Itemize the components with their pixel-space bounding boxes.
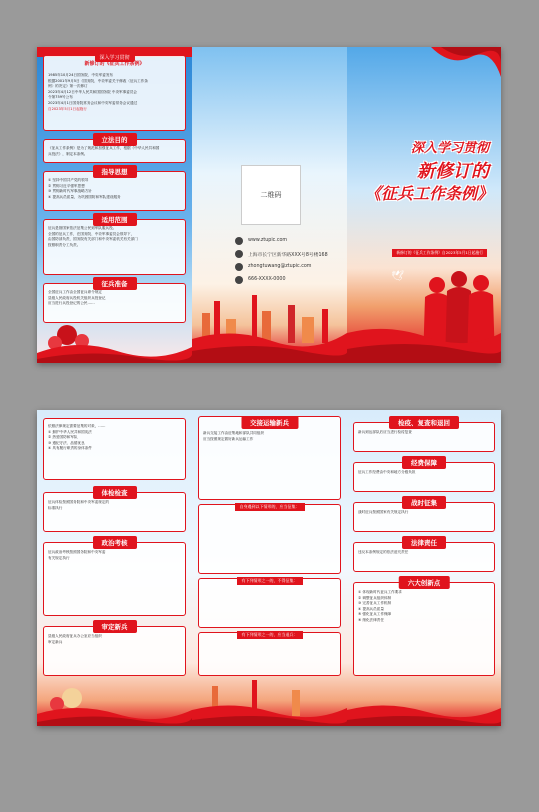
section-line: 有关规定执行 — [48, 555, 70, 560]
section-title: 征兵准备 — [93, 277, 137, 290]
back-right-panel — [347, 410, 501, 726]
conditions-box — [43, 418, 186, 480]
subtitle-badge: 有下列情形之一的，不得征集： — [237, 577, 303, 585]
intro-box — [43, 55, 186, 131]
section-liability — [353, 536, 495, 572]
section-line: 标准执行 — [48, 505, 63, 510]
section-title: 六大创新点 — [399, 576, 450, 589]
section-line: ⑤ 强化征兵工作保障 — [358, 612, 392, 617]
section-line: ④ 提高兵员质量，为巩固国防和军队建设服务 — [48, 194, 121, 199]
section-approve — [43, 620, 186, 676]
section-line: 征兵体检按照国务院和中央军委规定的 — [48, 500, 110, 504]
city-skyline-decoration — [192, 676, 347, 726]
section-line: ③ 贯彻新时代军事战略方针 — [48, 189, 92, 194]
section-title: 经费保障 — [402, 456, 446, 469]
contact-website: www.ztupic.com — [248, 238, 288, 243]
globe-icon — [235, 237, 243, 245]
section-title: 指导思想 — [93, 165, 137, 178]
back-left-panel — [37, 410, 192, 726]
section-title: 检疫、复查和退回 — [389, 416, 459, 429]
front-left-panel — [37, 47, 192, 363]
section-title: 交接运输新兵 — [241, 416, 298, 429]
section-funding — [353, 456, 495, 492]
location-icon — [235, 250, 243, 258]
brochure-front — [37, 47, 501, 363]
flower-wave-decoration — [37, 676, 192, 726]
transport-line: 应当按照规定做好新兵运输工作 — [203, 436, 254, 441]
contact-phone: 666-XXXX-0000 — [248, 277, 286, 282]
intro-line: 2023年4月12日中华人民共和国国务院 中央军事委员会 — [48, 89, 138, 94]
section-purpose — [43, 133, 186, 163]
title-line-3: 《征兵工作条例》 — [364, 184, 493, 203]
section-line: ② 贯彻习近平强军思想 — [48, 183, 85, 188]
conditions-list-3 — [198, 632, 341, 676]
city-skyline-decoration — [192, 283, 347, 363]
intro-line: 自2023年5月1日起施行 — [48, 106, 87, 111]
front-middle-panel — [192, 47, 347, 363]
section-box — [43, 542, 186, 616]
intro-line: 1985年10月24日国务院、中央军委发布 — [48, 73, 114, 77]
section-line: ① 坚持中国共产党的领导 — [48, 178, 89, 182]
section-wartime — [353, 496, 495, 532]
front-right-panel — [347, 47, 501, 363]
section-box — [353, 582, 495, 676]
section-line: 由国防部负责，国务院有关部门和中央军委机关有关部门 — [48, 237, 138, 242]
section-title: 适用范围 — [93, 213, 137, 226]
red-flag-decoration — [411, 47, 501, 87]
intro-line: 令第759号公布 — [48, 95, 73, 100]
section-line: 征兵政治考核按照国务院和中央军委 — [48, 550, 106, 554]
contact-email: zhongtuwang@ztupic.com — [248, 264, 312, 269]
section-line: ① 体现新时代征兵工作要求 — [358, 590, 402, 594]
section-line: ⑥ 细化法律责任 — [358, 617, 384, 622]
transport-line: 新兵交接工作由征集地和部队共同组织 — [203, 431, 265, 435]
title-line-2: 新修订的 — [417, 161, 489, 182]
section-title: 立法目的 — [93, 133, 137, 146]
section-box — [43, 219, 186, 275]
section-scope — [43, 213, 186, 275]
email-icon — [235, 263, 243, 271]
section-innovations — [353, 576, 495, 676]
section-line: 征兵是指国家依法征集公民到军队服兵役。 — [48, 226, 117, 230]
section-line: 征兵工作经费由中央和地方分级负担 — [358, 470, 416, 474]
section-political — [43, 536, 186, 616]
flower-wave-decoration — [37, 313, 192, 363]
intro-line: 2023年4月1日国务院常务会议和中央军委常务会议通过 — [48, 100, 138, 105]
section-title: 体检检查 — [93, 486, 137, 499]
section-line: 县级人民政府征兵办公室应当组织 — [48, 634, 102, 638]
conditions-line: ① 拥护中华人民共和国宪法 — [48, 429, 92, 434]
qr-code-placeholder: 二维码 — [241, 165, 301, 225]
back-middle-panel — [192, 410, 347, 726]
section-line: 战时征兵按照国家有关规定执行 — [358, 510, 409, 514]
subtitle-badge: 自身遇到以下情形的，应当征集： — [235, 503, 305, 511]
section-line: 新兵到达部队后应当进行检疫复查 — [358, 430, 412, 434]
contact-address: 上海市长宁区新华路XXX号8号楼168 — [248, 253, 328, 258]
transport-box — [198, 416, 341, 500]
section-line: 县级人民政府兵役机关组织兵役登记 — [48, 295, 106, 300]
conditions-line: ④ 具有履行职责的身体条件 — [48, 446, 92, 451]
intro-line: 根据2001年9月5日《国务院、中央军委关于修改〈征兵工作条 — [48, 78, 148, 83]
section-line: 兵役法》，制定本条例。 — [48, 151, 88, 156]
conditions-line: ② 热爱国防和军队 — [48, 435, 78, 440]
section-line: 应当进行兵役登记的公民…… — [48, 301, 95, 306]
slogan-banner: 新修订的《征兵工作条例》自2023年5月1日起施行 — [392, 249, 487, 257]
header-badge: 深入学习贯彻 — [94, 53, 134, 62]
section-line: 全国征兵工作由全国征兵命令规定 — [48, 290, 102, 294]
section-title: 战时征集 — [402, 496, 446, 509]
section-line: 违反本条例规定的依法追究责任 — [358, 550, 409, 554]
section-quarantine — [353, 416, 495, 452]
wave-decoration — [347, 676, 501, 726]
section-guiding — [43, 165, 186, 211]
section-physical — [43, 486, 186, 532]
conditions-list-2 — [198, 578, 341, 628]
section-title: 政治考核 — [93, 536, 137, 549]
title-line-1: 深入学习贯彻 — [410, 141, 489, 156]
section-line: 全国的征兵工作，在国务院、中央军事委员会领导下， — [48, 231, 135, 236]
soldiers-silhouette-decoration — [347, 253, 501, 363]
section-box — [43, 626, 186, 676]
conditions-line: ③ 遵纪守法、品德优良 — [48, 440, 85, 445]
header-sub: 新修订的《征兵工作条例》 — [84, 61, 145, 67]
section-line: ② 调整征兵组织体制 — [358, 595, 392, 600]
section-line: ③ 完善征兵工作机制 — [358, 601, 392, 606]
section-line: 按照职责分工负责。 — [48, 242, 81, 247]
section-line: 审定新兵 — [48, 639, 63, 644]
section-title: 法律责任 — [402, 536, 446, 549]
section-line: 《征兵工作条例》是为了规范和加强征兵工作，根据《中华人民共和国 — [48, 146, 160, 150]
brochure-back — [37, 410, 501, 726]
subtitle-badge: 有下列情形之一的，应当退兵： — [237, 631, 303, 639]
dove-icon: 🕊 — [391, 271, 404, 282]
conditions-line: 依照法律规定需要征集的对象，…… — [48, 424, 106, 428]
section-line: ④ 提高兵员质量 — [358, 606, 384, 611]
intro-line: 例〉的决定》第一次修订 — [48, 84, 88, 89]
conditions-list-1 — [198, 504, 341, 574]
section-title: 审定新兵 — [93, 620, 137, 633]
